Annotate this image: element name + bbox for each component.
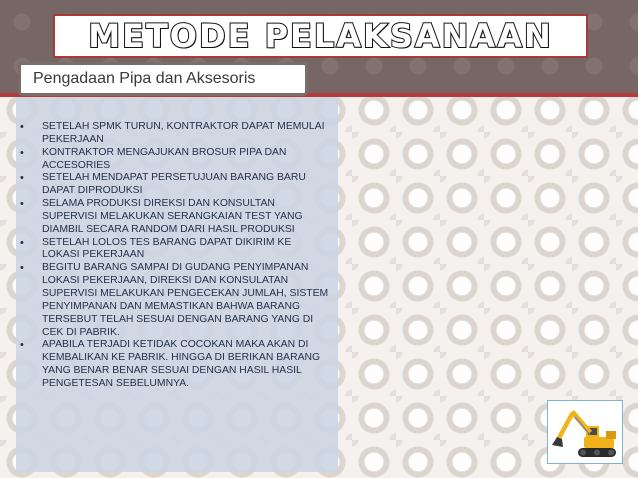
list-item: • SETELAH LOLOS TES BARANG DAPAT DIKIRIM KE LOKASI PEKERJAAN <box>20 237 330 263</box>
list-item: • SETELAH MENDAPAT PERSETUJUAN BARANG BARU DAPAT DIPRODUKSI <box>20 172 330 198</box>
list-item: • BEGITU BARANG SAMPAI DI GUDANG PENYIMPANAN LOKASI PEKERJAAN, DIREKSI DAN KONSULATAN SUPERVISI MELAKUKAN PENGECEKAN JUMLAH, SISTEM PENYIMPANAN DAN MEMASTIKAN BAHWA BARANG TERSEBUT TELAH SESUAI DENGAN BARANG YANG DI CEK DI PABRIK. <box>20 262 330 339</box>
title-box <box>53 14 588 58</box>
list-item: • KONTRAKTOR MENGAJUKAN BROSUR PIPA DAN ACCESORIES <box>20 147 330 173</box>
excavator-image <box>547 400 623 464</box>
page-title: METODE PELAKSANAAN <box>88 17 553 55</box>
list-item: • SETELAH SPMK TURUN, KONTRAKTOR DAPAT MEMULAI PEKERJAAN <box>20 121 330 147</box>
page-subtitle: Pengadaan Pipa dan Aksesoris <box>33 70 256 87</box>
list-item: • APABILA TERJADI KETIDAK COCOKAN MAKA AKAN DI KEMBALIKAN KE PABRIK. HINGGA DI BERIKAN BARANG YANG BENAR BENAR SESUAI DENGAN HASIL HASIL PENGETESAN SEBELUMNYA. <box>20 339 330 390</box>
subtitle-box <box>18 62 308 96</box>
excavator-icon <box>548 401 624 465</box>
list-item: • SELAMA PRODUKSI DIREKSI DAN KONSULTAN SUPERVISI MELAKUKAN SERANGKAIAN TEST YANG DIAMBIL SECARA RANDOM DARI HASIL PRODUKSI <box>20 198 330 237</box>
bullet-list <box>20 121 330 391</box>
